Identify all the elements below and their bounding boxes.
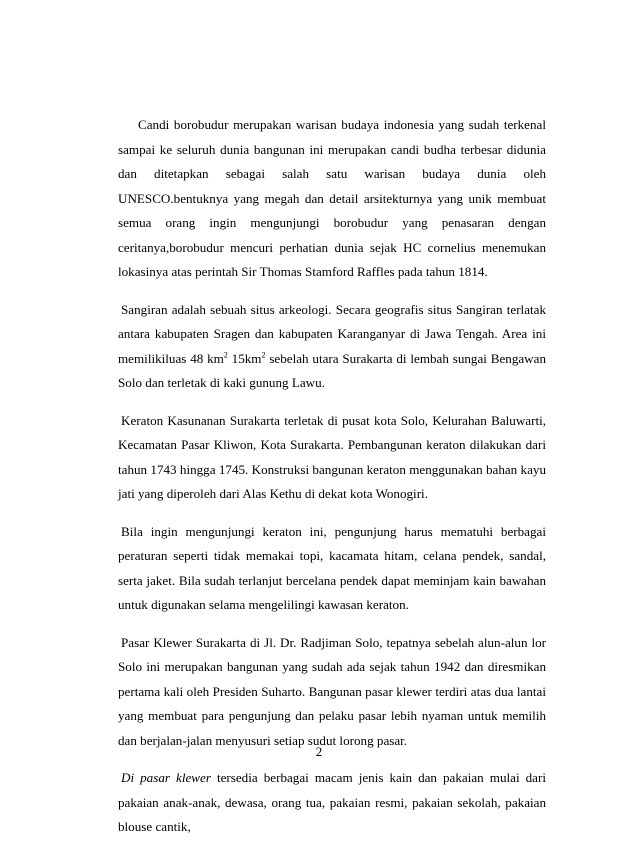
paragraph-sangiran-part-1: Sangiran adalah sebuah situs arkeologi. Secara geografis situs Sangiran terlatak antara kabupaten Sragen dan kabupaten Karanganyar di Jawa Tengah. Area ini memilikiluas 48 km <box>118 301 546 366</box>
paragraph-sangiran-part-3: sebelah utara Surakarta di lembah sungai Bengawan Solo dan terletak di kaki gunung Lawu. <box>118 350 546 390</box>
paragraph-pasar-klewer-goods-rest: tersedia berbagai macam jenis kain dan pakaian mulai dari pakaian anak-anak, dewasa, orang tua, pakaian resmi, pakaian sekolah, pakaian blouse cantik, <box>118 770 546 834</box>
superscript-km2-first: 2 <box>223 350 228 360</box>
page-number: 2 <box>315 744 323 759</box>
paragraph-sangiran <box>118 298 546 396</box>
paragraph-sangiran-part-2: 15km <box>227 350 262 366</box>
paragraph-borobudur: Candi borobudur merupakan warisan budaya indonesia yang sudah terkenal sampai ke seluruh dunia bangunan ini merupakan candi budha terbesar didunia dan ditetapkan sebagai salah satu warisan budaya dunia oleh UNESCO.bentuknya yang megah dan detail arsitekturnya yang unik membuat semua orang ingin mengunjungi borobudur yang penasaran dengan ceritanya,borobudur mencuri perhatian dunia sejak HC cornelius menemukan lokasinya atas perintah Sir Thomas Stamford Raffles pada tahun 1814. <box>118 117 546 279</box>
paragraph-pasar-klewer: Pasar Klewer Surakarta di Jl. Dr. Radjiman Solo, tepatnya sebelah alun-alun lor Solo ini merupakan bangunan yang sudah ada sejak tahun 1942 dan diresmikan pertama kali oleh Presiden Suharto. Bangunan pasar klewer terdiri atas dua lantai yang membuat para pengunjung dan pelaku pasar lebih nyaman untuk memilih dan berjalan-jalan menyusuri setiap sudut lorong pasar. <box>118 634 546 748</box>
page-content <box>118 113 546 853</box>
italic-pasar-klewer: Di pasar klewer <box>121 770 211 785</box>
paragraph-pasar-klewer-goods <box>118 766 546 840</box>
paragraph-keraton: Keraton Kasunanan Surakarta terletak di pusat kota Solo, Kelurahan Baluwarti, Kecamatan Pasar Kliwon, Kota Surakarta. Pembangunan keraton dilakukan dari tahun 1743 hingga 1745. Konstruksi bangunan keraton menggunakan bahan kayu jati yang diperoleh dari Alas Kethu di dekat kota Wonogiri. <box>118 412 546 501</box>
superscript-km2-second: 2 <box>261 350 266 360</box>
paragraph-keraton-rules: Bila ingin mengunjungi keraton ini, pengunjung harus mematuhi berbagai peraturan seperti tidak memakai topi, kacamata hitam, celana pendek, sandal, serta jaket. Bila sudah terlanjut bercelana pendek dapat meminjam kain bawahan untuk digunakan selama mengelilingi kawasan keraton. <box>118 523 546 612</box>
